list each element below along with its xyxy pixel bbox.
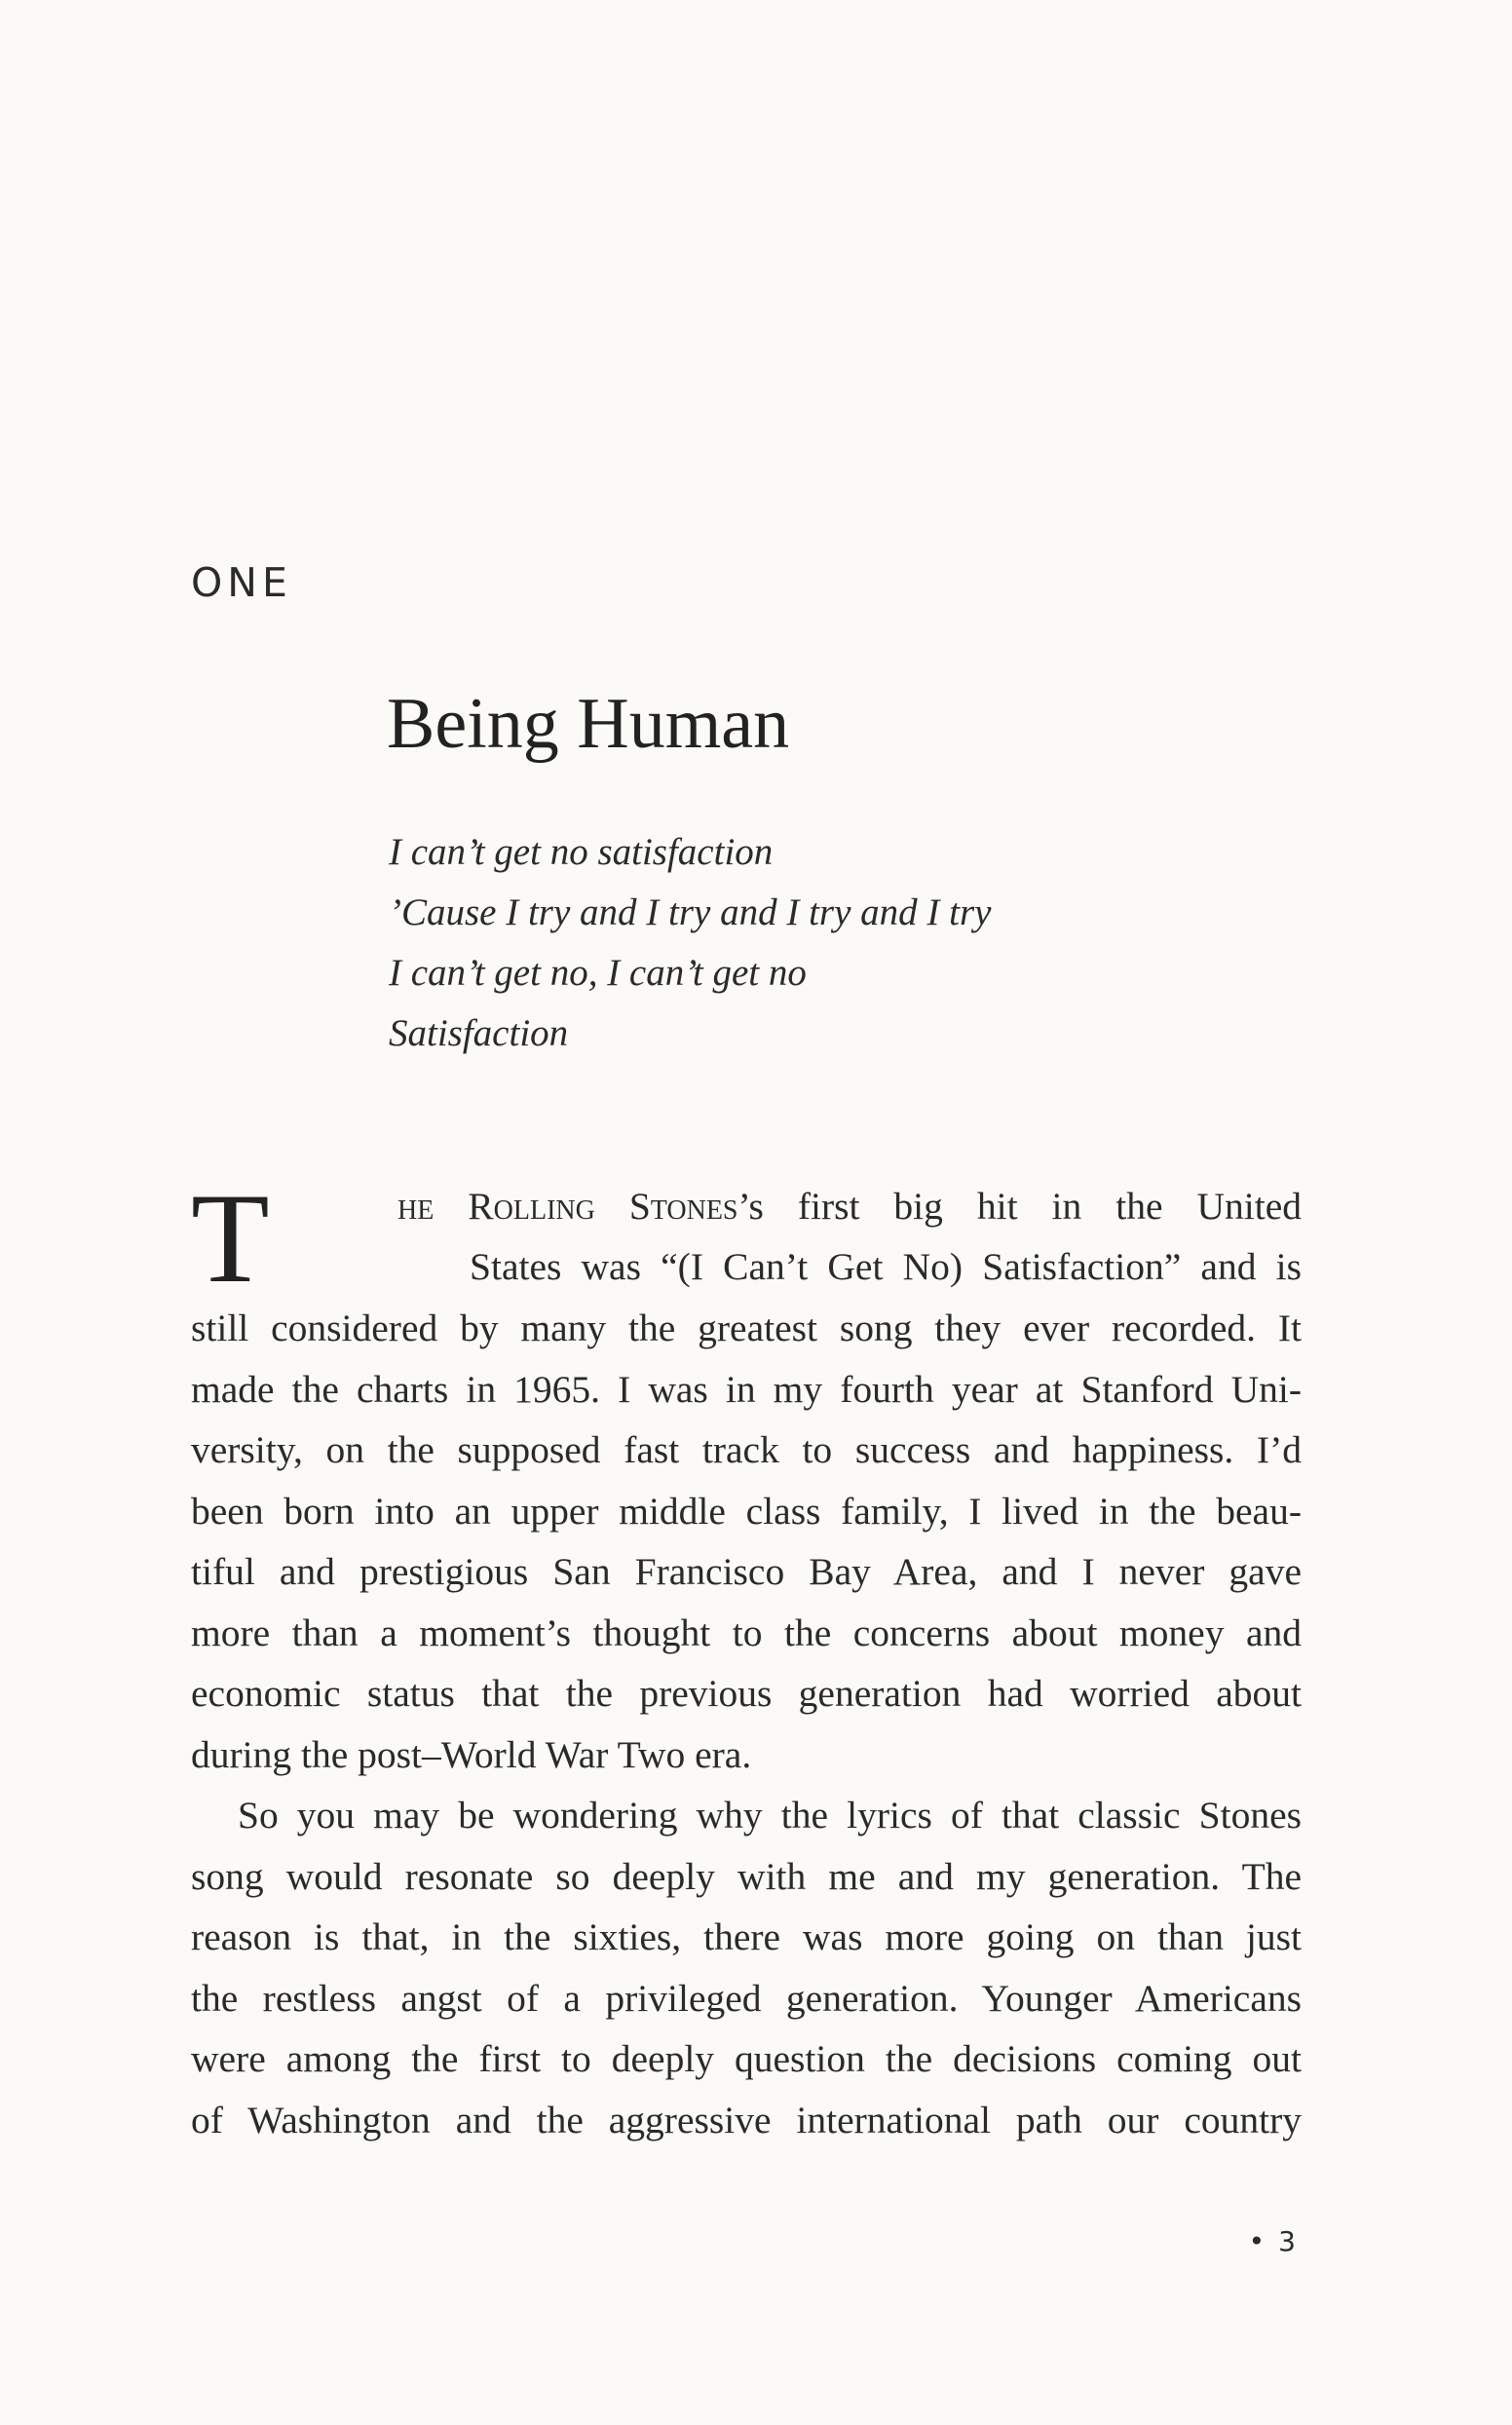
epigraph-line: I can’t get no satisfaction [389, 831, 774, 873]
opening-line-1 [397, 1176, 1302, 1237]
text-line: were among the first to deeply question the decisions coming out [191, 2037, 1302, 2080]
text-line: during the post–World War Two era. [191, 1732, 752, 1776]
text-line: So you may be wondering why the lyrics of that classic Stones [238, 1794, 1302, 1837]
text-line: reason is that, in the sixties, there was more going on than just [191, 1915, 1302, 1958]
drop-cap: T [191, 1166, 270, 1309]
page-number [1249, 2225, 1296, 2257]
paragraph-1 [191, 1298, 1302, 1785]
chapter-title: Being Human [387, 684, 790, 764]
chapter-label: ONE [191, 559, 292, 606]
body-text [191, 1166, 1302, 2150]
epigraph-line: ’Cause I try and I try and I try and I try [389, 891, 992, 933]
opening-lines [191, 1166, 1302, 1309]
paragraph-2 [191, 1785, 1302, 2150]
page-number-bullet: • [1248, 2225, 1266, 2257]
opening-line-1-rest: ’s first big hit in the United [737, 1185, 1302, 1228]
text-line: economic status that the previous generation had worried about [191, 1672, 1302, 1715]
text-line: of Washington and the aggressive international path our country [191, 2098, 1302, 2141]
text-line: been born into an upper middle class family, I lived in the beau- [191, 1489, 1302, 1533]
epigraph-line: Satisfaction [389, 1012, 569, 1054]
text-line: the restless angst of a privileged generation. Younger Americans [191, 1976, 1302, 2020]
text-line: still considered by many the greatest song they ever recorded. It [191, 1307, 1302, 1349]
text-line: tiful and prestigious San Francisco Bay Area, and I never gave [191, 1550, 1302, 1593]
text-line: song would resonate so deeply with me and my generation. The [191, 1854, 1302, 1898]
epigraph-line: I can’t get no, I can’t get no [389, 952, 807, 994]
text-line: versity, on the supposed fast track to success and happiness. I’d [191, 1428, 1302, 1471]
page-number-value: 3 [1278, 2225, 1296, 2257]
epigraph [389, 822, 991, 1064]
text-line: more than a moment’s thought to the concerns about money and [191, 1610, 1302, 1654]
text-line: made the charts in 1965. I was in my fourth year at Stanford Uni- [191, 1367, 1302, 1411]
opening-line-2: States was “(I Can’t Get No) Satisfaction” and is [470, 1245, 1302, 1288]
opening-smallcaps: he Rolling Stones [397, 1185, 738, 1228]
